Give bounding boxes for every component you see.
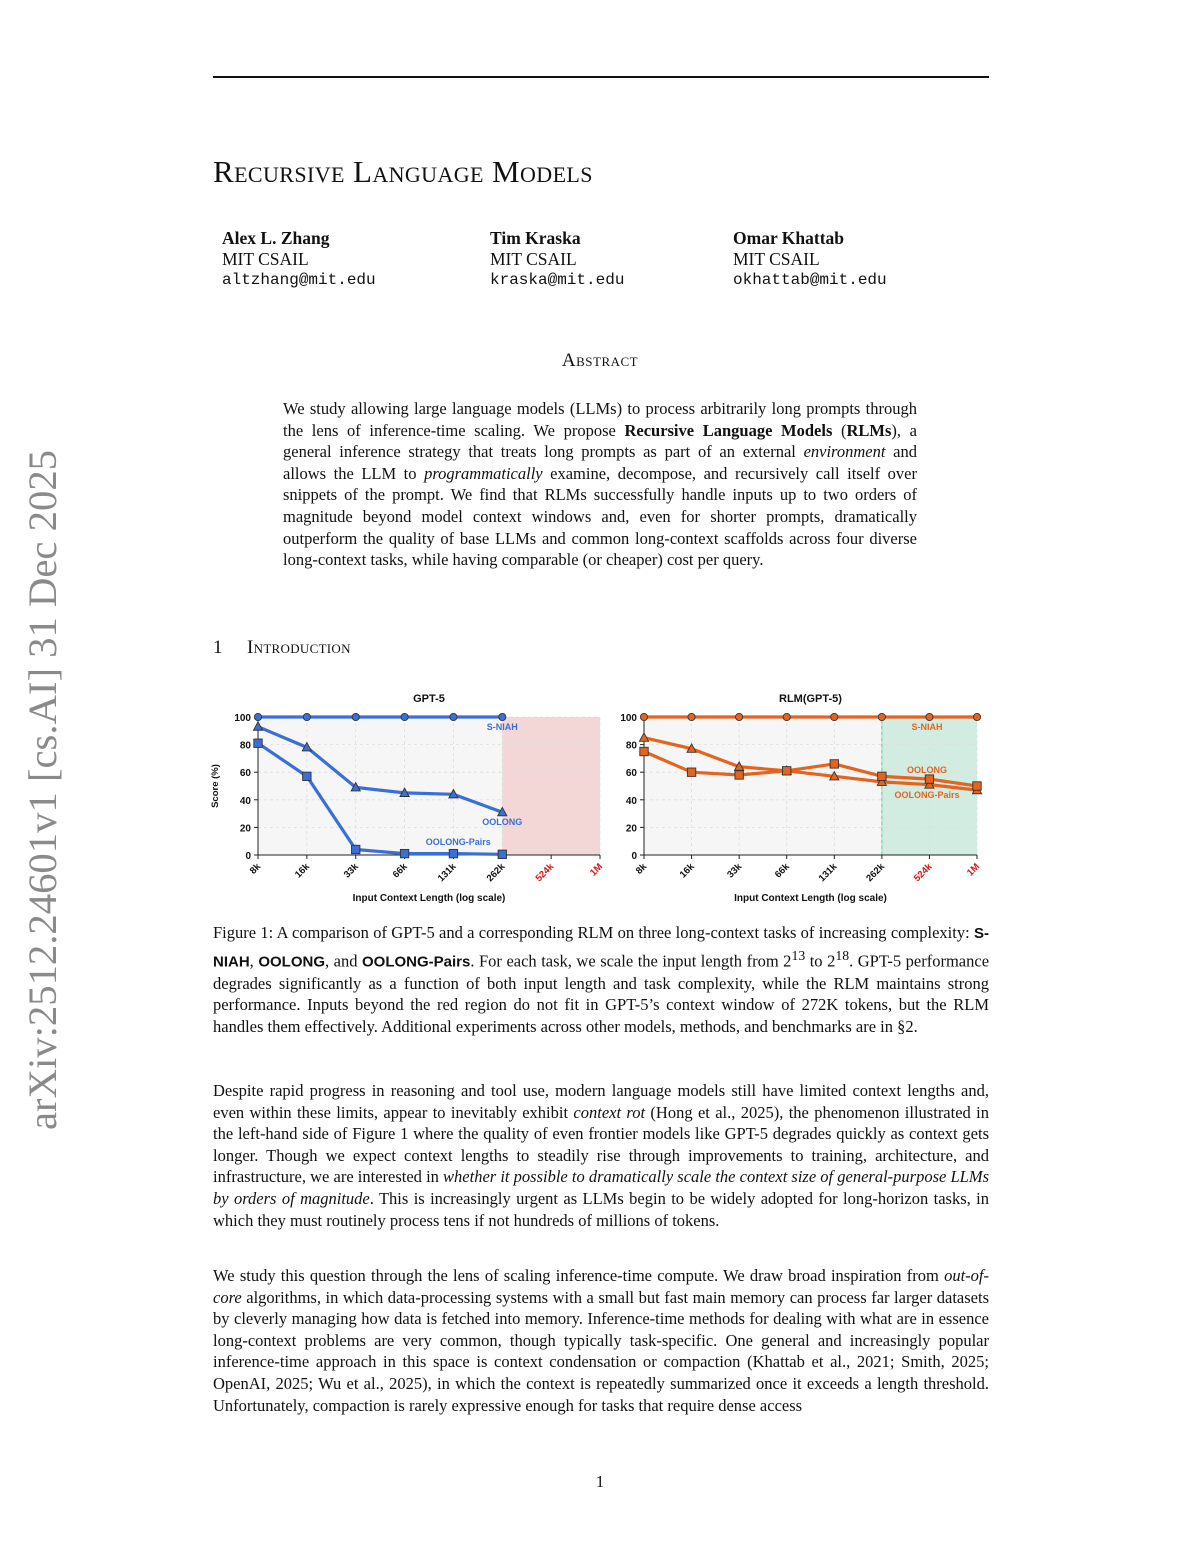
abstract-term: Recursive Language Models: [624, 420, 833, 440]
figure-1-charts: [210, 685, 992, 910]
author-name: Omar Khattab: [733, 228, 844, 248]
author-affiliation: MIT CSAIL: [490, 249, 577, 269]
data-point: [352, 845, 360, 853]
data-point: [878, 772, 886, 780]
x-tick-label: 131k: [816, 861, 840, 885]
task-name: OOLONG-Pairs: [362, 953, 471, 971]
x-tick-label: 1M: [588, 861, 606, 879]
y-tick-label: 40: [239, 795, 251, 807]
x-tick-label: 524k: [911, 861, 935, 885]
series-label: S-NIAH: [911, 722, 943, 732]
data-point: [783, 713, 790, 720]
y-tick-label: 20: [239, 823, 251, 835]
x-tick-label: 66k: [772, 861, 792, 881]
paper-title: Recursive Language Models: [213, 154, 593, 189]
data-point: [401, 713, 408, 720]
figure-1: [210, 685, 992, 910]
data-point: [254, 739, 262, 747]
arxiv-stamp: [14, 440, 72, 1140]
data-point: [926, 713, 933, 720]
x-tick-label: 8k: [633, 861, 650, 877]
data-point: [254, 713, 261, 720]
chart-title: GPT-5: [413, 693, 445, 705]
x-tick-label: 1M: [965, 861, 983, 879]
data-point: [878, 713, 885, 720]
author-email[interactable]: altzhang@mit.edu: [222, 271, 376, 289]
data-point: [450, 713, 457, 720]
data-point: [688, 713, 695, 720]
task-name: S-NIAH: [213, 925, 989, 971]
page-number: 1: [595, 1472, 605, 1491]
section-number: 1: [213, 637, 223, 658]
author-block: [490, 228, 624, 291]
y-tick-label: 100: [234, 713, 251, 724]
x-tick-label: 16k: [292, 861, 312, 881]
x-axis-label: Input Context Length (log scale): [352, 893, 506, 904]
section-heading-introduction: [213, 637, 351, 659]
x-tick-label: 33k: [725, 861, 745, 881]
task-name: OOLONG: [258, 953, 325, 971]
series-label: OOLONG: [907, 765, 948, 775]
series-label: OOLONG: [482, 817, 523, 827]
top-rule: [213, 76, 989, 78]
author-affiliation: MIT CSAIL: [222, 249, 309, 269]
data-point: [973, 782, 981, 790]
data-point: [400, 849, 408, 857]
section-title: Introduction: [247, 637, 351, 658]
y-tick-label: 80: [239, 740, 251, 752]
data-point: [736, 713, 743, 720]
y-tick-label: 60: [625, 768, 637, 780]
data-point: [352, 713, 359, 720]
x-tick-label: 8k: [247, 861, 264, 877]
x-tick-label: 262k: [484, 861, 508, 885]
series-label: S-NIAH: [486, 722, 518, 732]
chart-panel-1: [210, 693, 605, 904]
data-point: [925, 775, 933, 783]
series-label: OOLONG-Pairs: [425, 837, 491, 847]
author-email[interactable]: okhattab@mit.edu: [733, 271, 887, 289]
chart-panel-2: [620, 693, 982, 904]
author-name: Alex L. Zhang: [222, 228, 330, 248]
author-block: [733, 228, 887, 291]
x-tick-label: 66k: [390, 861, 410, 881]
x-tick-label: 262k: [864, 861, 887, 885]
data-point: [831, 713, 838, 720]
y-tick-label: 40: [625, 795, 637, 807]
data-point: [783, 767, 791, 775]
series-label: OOLONG-Pairs: [894, 790, 960, 800]
data-point: [640, 747, 648, 755]
y-axis-label: Score (%): [210, 764, 221, 808]
x-axis-label: Input Context Length (log scale): [734, 893, 887, 904]
y-tick-label: 60: [239, 768, 251, 780]
figure-caption: Figure 1: A comparison of GPT-5 and a corresponding RLM on three long-context tasks of increasing complexity: S-NIAH, OOLONG, and OOLONG-Pairs. For each task, we scale the input length from $2^{13}$ to $2^{18}$. GPT-5 performance degrades significantly as a function of both input length and task complexity, while the RLM maintains strong performance. Inputs beyond the red region do not fit in GPT-5’s context window of 272K tokens, but the RLM handles them effectively. Additional experiments across other models, methods, and benchmarks are in §2.: [213, 923, 990, 1036]
data-point: [303, 772, 311, 780]
y-tick-label: 80: [625, 740, 637, 752]
author-block: [222, 228, 376, 291]
author-email[interactable]: kraska@mit.edu: [490, 271, 625, 289]
data-point: [498, 850, 506, 858]
y-tick-label: 0: [245, 851, 251, 862]
x-tick-label: 524k: [533, 861, 557, 885]
author-affiliation: MIT CSAIL: [733, 249, 820, 269]
y-tick-label: 20: [625, 823, 637, 835]
data-point: [973, 713, 980, 720]
x-tick-label: 131k: [435, 861, 459, 885]
chart-title: RLM(GPT-5): [779, 693, 842, 705]
y-tick-label: 0: [631, 851, 637, 862]
data-point: [303, 713, 310, 720]
abstract-heading: Abstract: [561, 350, 639, 371]
data-point: [640, 713, 647, 720]
arxiv-stamp-text: arXiv:2512.24601v1 [cs.AI] 31 Dec 2025: [20, 461, 65, 1130]
data-point: [449, 849, 457, 857]
data-point: [735, 771, 743, 779]
abstract-text: We study allowing large language models (LLMs) to process arbitrarily long prompts through the lens of inference-time scaling. We propose Recursive Language Models (RLMs), a general inference strategy that treats long prompts as part of an external environment and allows the LLM to programmatically examine, decompose, and recursively call itself over snippets of the prompt. We find that RLMs successfully handle inputs up to two orders of magnitude beyond model context windows and, even for shorter prompts, dramatically outperform the quality of base LLMs and common long-context scaffolds across four diverse long-context tasks, while having comparable (or cheaper) cost per query.: [283, 399, 918, 570]
data-point: [830, 760, 838, 768]
x-tick-label: 16k: [677, 861, 697, 881]
x-tick-label: 33k: [341, 861, 361, 881]
body-paragraph: We study this question through the lens of scaling inference-time compute. We draw broad inspiration from out-of-core algorithms, in which data-processing systems with a small but fast main memory can process far larger datasets by cleverly managing how data is fetched into memory. Inference-time methods for dealing with what are in essence long-context problems are very common, though typically task-specific. One general and increasingly popular inference-time approach in this space is context condensation or compaction (Khattab et al., 2021; Smith, 2025; OpenAI, 2025; Wu et al., 2025), in which the context is repeatedly summarized once it exceeds a length threshold. Unfortunately, compaction is rarely expressive enough for tasks that require dense access: [213, 1266, 989, 1415]
author-name: Tim Kraska: [490, 228, 581, 248]
y-tick-label: 100: [620, 713, 637, 724]
body-paragraph: Despite rapid progress in reasoning and tool use, modern language models still have limited context lengths and, even within these limits, appear to inevitably exhibit context rot (Hong et al., 2025), the phenomenon illustrated in the left-hand side of Figure 1 where the quality of even frontier models like GPT-5 degrades quickly as context gets longer. Though we expect context lengths to steadily rise through improvements to training, architecture, and infrastructure, we are interested in whether it possible to dramatically scale the context size of general-purpose LLMs by orders of magnitude. This is increasingly urgent as LLMs begin to be widely adopted for long-horizon tasks, in which they must routinely process tens if not hundreds of millions of tokens.: [213, 1081, 989, 1230]
data-point: [687, 768, 695, 776]
abstract-term: RLMs: [846, 420, 892, 440]
data-point: [499, 713, 506, 720]
